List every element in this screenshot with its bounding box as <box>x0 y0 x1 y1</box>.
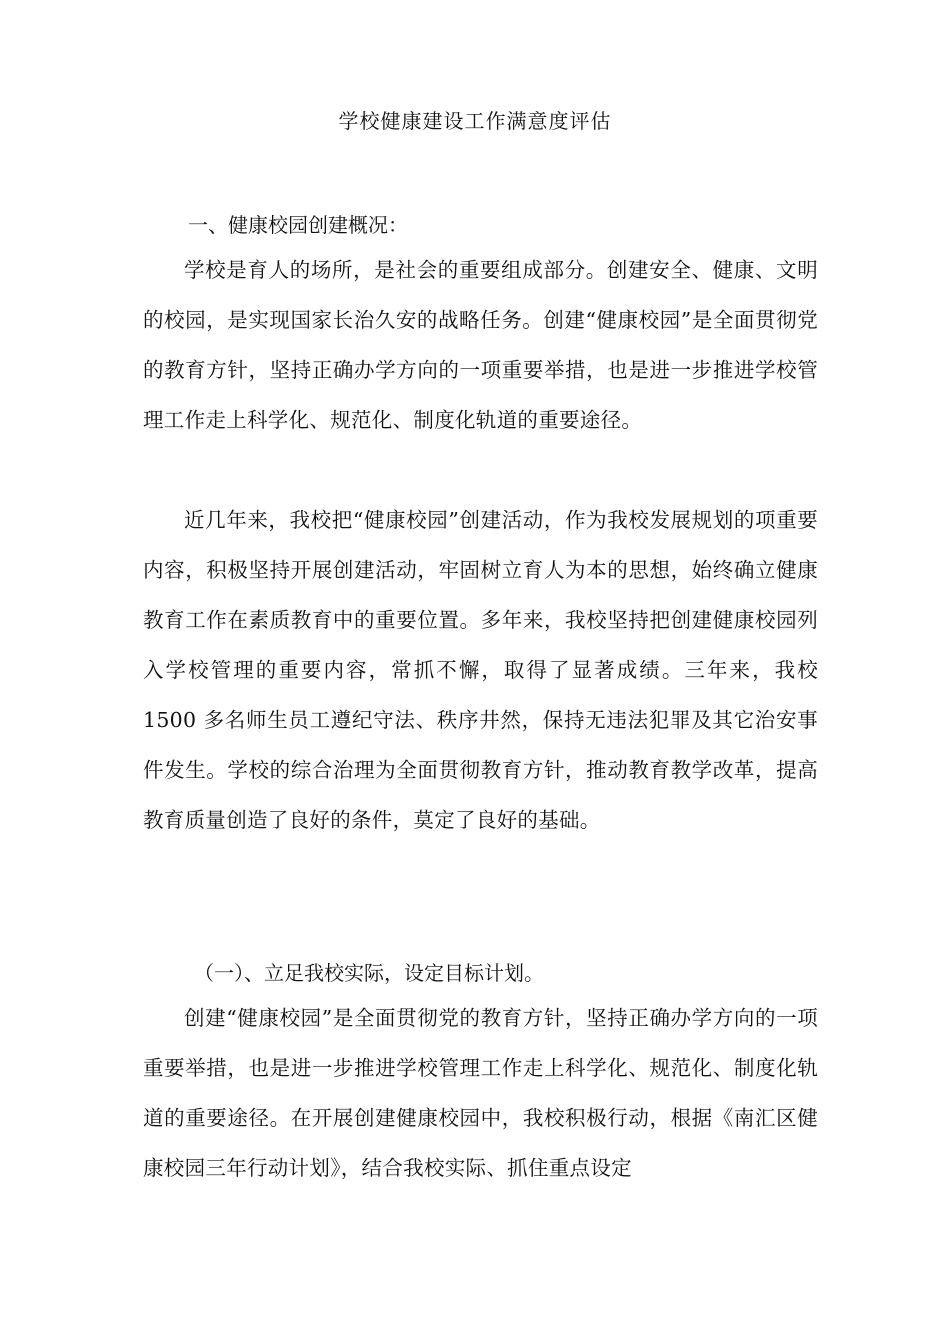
paragraph: 创建“健康校园”是全面贯彻党的教育方针，坚持正确办学方向的一项重要举措，也是进一步推进学校管理工作走上科学化、规范化、制度化轨道的重要途径。在开展创建健康校园中，我校积极行动，根据《南汇区健康校园三年行动计划》，结合我校实际、抓住重点设定 <box>143 1006 818 1180</box>
subsection-heading: （一）、立足我校实际，设定目标计划。 <box>194 961 544 985</box>
paragraph: 近几年来，我校把“健康校园”创建活动，作为我校发展规划的项重要内容，积极坚持开展创建活动，牢固树立育人为本的思想，始终确立健康教育工作在素质教育中的重要位置。多年来，我校坚持把创建健康校园列入学校管理的重要内容，常抓不懈，取得了显著成绩。三年来，我校 1500 多名师生员工遵纪守法、秩序井然，保持无违法犯罪及其它治安事件发生。学校的综合治理为全面贯彻教育方针，推动教育教学改革，提高教育质量创造了良好的条件，莫定了良好的基础。 <box>143 508 818 832</box>
document-title: 学校健康建设工作满意度评估 <box>338 109 612 133</box>
paragraph: 学校是育人的场所，是社会的重要组成部分。创建安全、健康、文明的校园，是实现国家长治久安的战略任务。创建“健康校园”是全面贯彻党的教育方针，坚持正确办学方向的一项重要举措，也是进一步推进学校管理工作走上科学化、规范化、制度化轨道的重要途径。 <box>143 258 818 432</box>
section-heading: 一、健康校园创建概况： <box>188 213 408 237</box>
